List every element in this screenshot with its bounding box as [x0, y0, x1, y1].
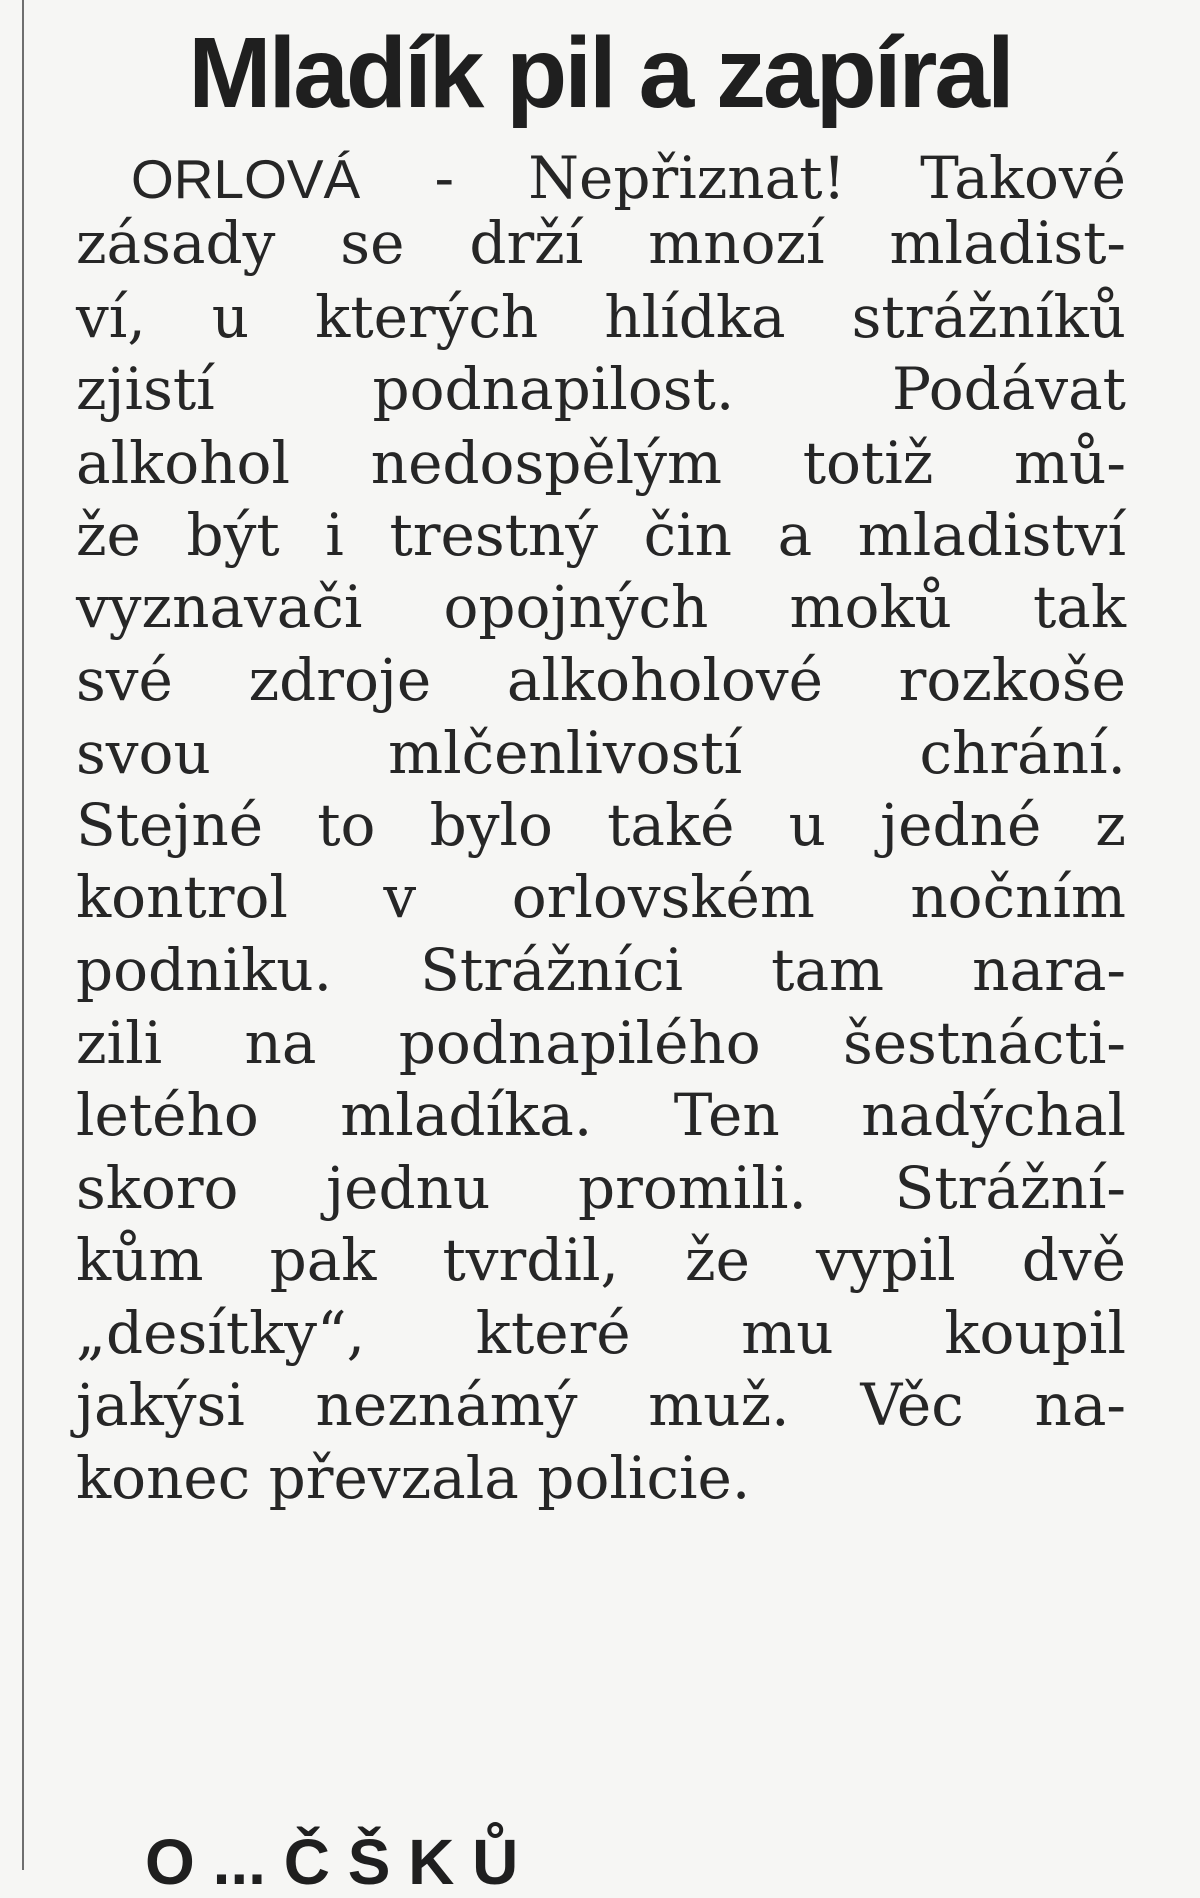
article-line-14: letého mladíka. Ten nadýchal: [76, 1081, 1126, 1149]
article-line-12: podniku. Strážníci tam nara-: [76, 936, 1126, 1004]
article-line-2: zásady se drží mnozí mladist-: [76, 209, 1126, 277]
article-line-6: že být i trestný čin a mladiství: [76, 501, 1126, 569]
article-line-9: svou mlčenlivostí chrání.: [76, 719, 1126, 787]
article-line-8: své zdroje alkoholové rozkoše: [76, 646, 1126, 714]
article-line-13: zili na podnapilého šestnácti-: [76, 1009, 1126, 1077]
article-line-18: jakýsi neznámý muž. Věc na-: [76, 1371, 1126, 1439]
article-line-7: vyznavači opojných moků tak: [76, 573, 1126, 641]
dateline: ORLOVÁ: [131, 148, 361, 210]
article-line-5: alkohol nedospělým totiž mů-: [76, 429, 1126, 497]
article-body: [76, 0, 1126, 1780]
article-line-15: skoro jednu promili. Strážní-: [76, 1154, 1126, 1222]
article-line-4: zjistí podnapilost. Podávat: [76, 355, 1126, 423]
next-article-partial-heading: O ... Č Š K Ů: [145, 1826, 519, 1898]
next-article-strip: [145, 1826, 1025, 1898]
first-line-rest: - Nepřiznat! Takové: [360, 144, 1126, 212]
article-line-1: [131, 143, 1126, 214]
article-line-17: „desítky“, které mu koupil: [76, 1299, 1126, 1367]
article-line-10: Stejné to bylo také u jedné z: [76, 791, 1126, 859]
article-line-11: kontrol v orlovském nočním: [76, 863, 1126, 931]
article-headline: Mladík pil a zapíral: [188, 17, 1012, 129]
article-line-19: konec převzala policie.: [76, 1444, 751, 1512]
article-line-3: ví, u kterých hlídka strážníků: [76, 283, 1126, 351]
article-line-16: kům pak tvrdil, že vypil dvě: [76, 1226, 1126, 1294]
